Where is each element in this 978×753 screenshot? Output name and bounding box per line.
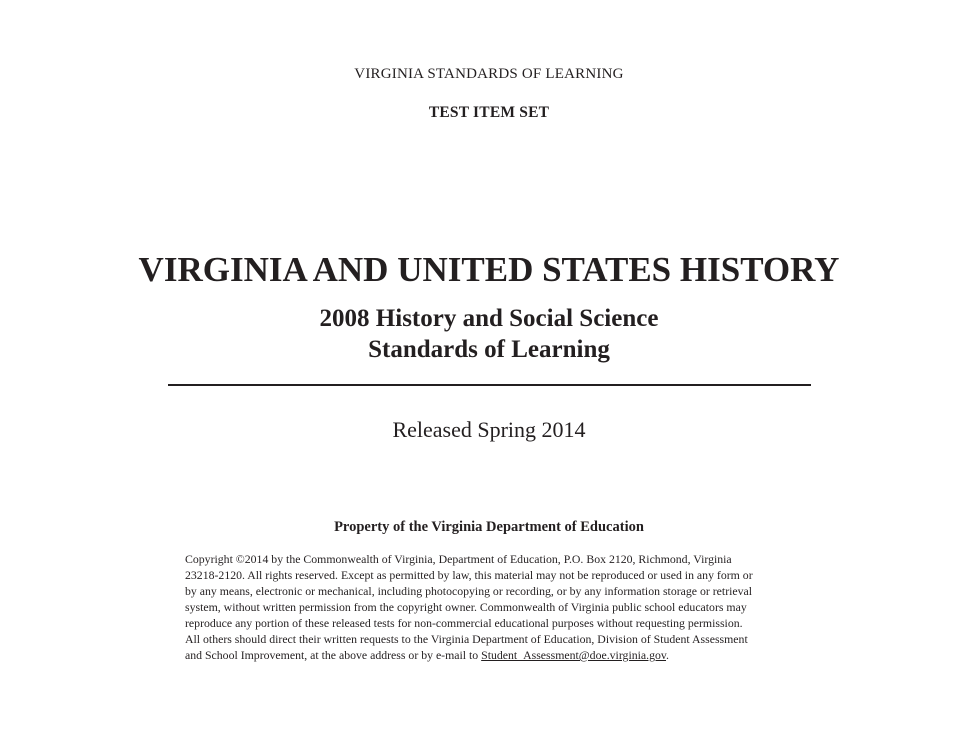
main-title: VIRGINIA AND UNITED STATES HISTORY [138, 250, 840, 289]
release-date: Released Spring 2014 [392, 417, 586, 442]
subtitle-block [0, 303, 978, 365]
copyright-email-prefix: and School Improvement, at the above address or by e-mail to [185, 648, 482, 662]
copyright-line: All others should direct their written requests to the Virginia Department of Education, Division of Student Assessment [185, 632, 748, 646]
doc-type-title: TEST ITEM SET [428, 104, 550, 121]
copyright-email-suffix: . [666, 648, 669, 662]
subtitle-line-1: 2008 History and Social Science [319, 305, 659, 332]
copyright-line: by any means, electronic or mechanical, including photocopying or recording, or by any information storage or retrieval [185, 584, 753, 598]
copyright-block [185, 551, 825, 663]
copyright-line: Copyright ©2014 by the Commonwealth of Virginia, Department of Education, P.O. Box 2120, Richmond, Virginia [185, 552, 732, 566]
series-title: VIRGINIA STANDARDS OF LEARNING [354, 66, 624, 82]
copyright-line-email [185, 647, 825, 663]
copyright-line: system, without written permission from the copyright owner. Commonwealth of Virginia public school educators may [185, 600, 747, 614]
copyright-line: reproduce any portion of these released tests for non-commercial educational purposes without requesting permission. [185, 616, 743, 630]
email-link[interactable]: Student_Assessment@doe.virginia.gov [481, 648, 667, 662]
divider-line [168, 384, 811, 386]
subtitle-line-2: Standards of Learning [368, 336, 610, 363]
copyright-line: 23218-2120. All rights reserved. Except as permitted by law, this material may not be reproduced or used in any form or [185, 568, 753, 582]
property-notice: Property of the Virginia Department of Education [334, 519, 644, 535]
